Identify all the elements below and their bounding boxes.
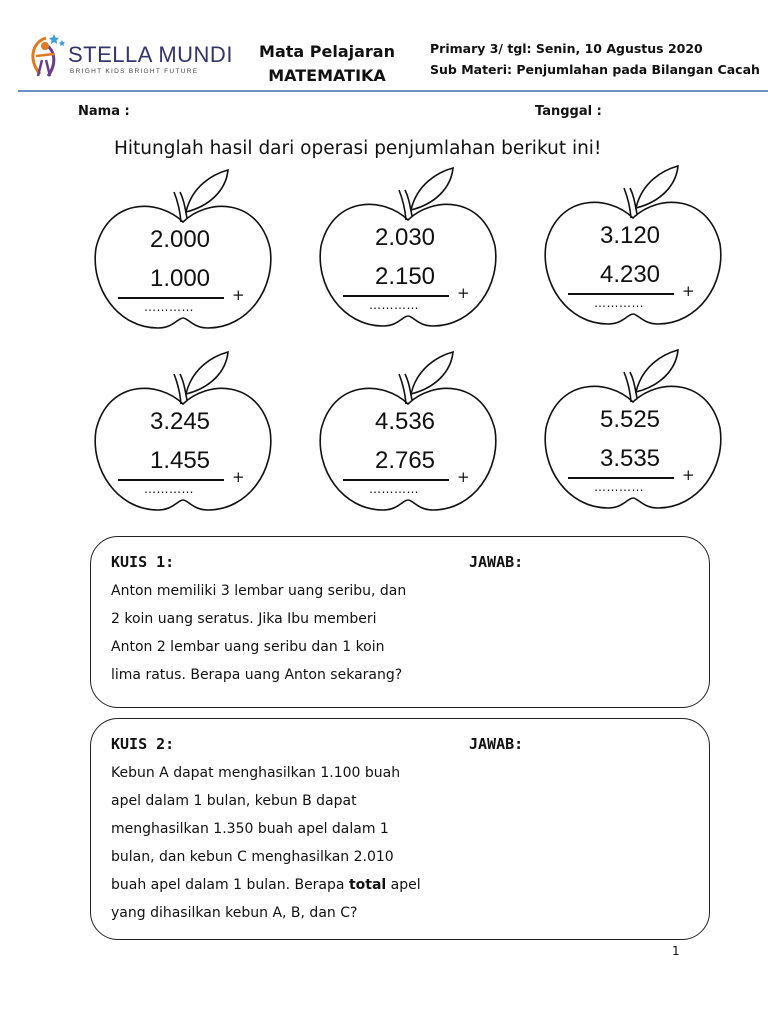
quiz-2-line-text: buah apel dalam 1 bulan. Berapa [111,877,349,893]
quiz-1-line: Anton memiliki 3 lembar uang seribu, dan [111,583,407,599]
quiz-1-line: lima ratus. Berapa uang Anton sekarang? [111,667,403,683]
school-logo [24,30,233,82]
plus-sign: + [457,284,470,302]
quiz-1-line: 2 koin uang seratus. Jika Ibu memberi [111,611,377,627]
quiz-2-line: yang dihasilkan kebun A, B, dan C? [111,905,358,921]
apple-problem-1 [88,168,278,338]
lesson-meta [430,38,760,80]
quiz-1-line: Anton 2 lembar uang seribu dan 1 koin [111,639,385,655]
addend-top: 3.245 [149,408,211,435]
addend-top: 5.525 [599,406,661,433]
answer-blank: ………… [594,296,644,310]
quiz-1-title: KUIS 1: [111,553,175,571]
apple-problem-3 [538,164,728,334]
addend-bottom: 3.535 [599,445,661,472]
answer-blank: ………… [144,482,194,496]
plus-sign: + [682,282,695,300]
subject-block [246,40,408,88]
addend-bottom: 2.150 [374,263,436,290]
header-divider [18,90,768,92]
addend-top: 2.030 [374,224,436,251]
quiz-2-question [111,759,461,927]
answer-blank: ………… [369,298,419,312]
plus-sign: + [457,468,470,486]
quiz-2-line [111,871,461,899]
quiz-2-line: Kebun A dapat menghasilkan 1.100 buah [111,765,401,781]
quiz-2-line: menghasilkan 1.350 buah apel dalam 1 [111,821,389,837]
page-number: 1 [672,944,680,958]
instruction-text: Hitunglah hasil dari operasi penjumlahan berikut ini! [114,138,602,159]
stella-mundi-emblem-icon [24,30,68,82]
subject-label: Mata Pelajaran [259,42,395,61]
sub-topic: Sub Materi: Penjumlahan pada Bilangan Cacah [430,62,760,77]
answer-blank: ………… [144,300,194,314]
addend-bottom: 2.765 [374,447,436,474]
name-field-label: Nama : [78,104,130,119]
addend-bottom: 4.230 [599,261,661,288]
addend-bottom: 1.000 [149,265,211,292]
logo-tagline: BRIGHT KIDS BRIGHT FUTURE [70,68,199,75]
class-date: Primary 3/ tgl: Senin, 10 Agustus 2020 [430,41,703,56]
apple-problem-2 [313,166,503,336]
subject-name: MATEMATIKA [268,66,386,85]
quiz-2-box [90,718,710,940]
apple-problem-6 [538,348,728,518]
addend-top: 2.000 [149,226,211,253]
plus-sign: + [682,466,695,484]
quiz-2-answer-label: JAWAB: [469,735,524,753]
quiz-2-line: apel dalam 1 bulan, kebun B dapat [111,793,357,809]
answer-blank: ………… [594,480,644,494]
addend-top: 4.536 [374,408,436,435]
sum-line [568,293,674,295]
addend-bottom: 1.455 [149,447,211,474]
sum-line [118,297,224,299]
apple-problem-4 [88,350,278,520]
quiz-2-title: KUIS 2: [111,735,175,753]
quiz-1-box [90,536,710,708]
answer-blank: ………… [369,482,419,496]
sum-line [568,477,674,479]
quiz-1-question [111,577,461,689]
date-field-label: Tanggal : [535,104,602,119]
quiz-2-line: bulan, dan kebun C menghasilkan 2.010 [111,849,394,865]
plus-sign: + [232,468,245,486]
apple-problem-5 [313,350,503,520]
sum-line [343,295,449,297]
sum-line [343,479,449,481]
sum-line [118,479,224,481]
emphasis-total: total [348,877,387,893]
logo-name: STELLA MUNDI [68,42,233,67]
addend-top: 3.120 [599,222,661,249]
plus-sign: + [232,286,245,304]
quiz-2-line-text: apel [386,877,421,893]
quiz-1-answer-label: JAWAB: [469,553,524,571]
